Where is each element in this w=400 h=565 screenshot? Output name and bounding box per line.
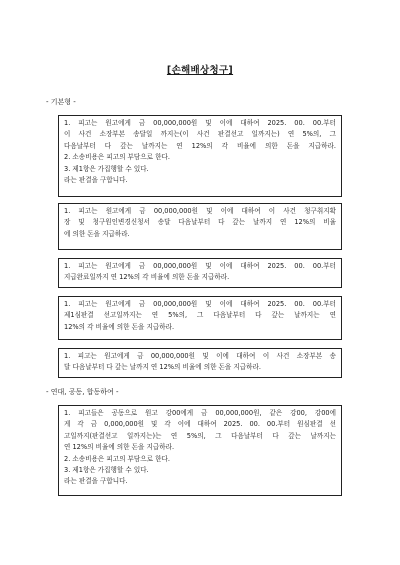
document-title-text: [손해배상청구] — [166, 65, 234, 76]
claim-line: 달 다음날부터 다 갚는 날까지 연 12%의 비율에 의한 돈을 지급하라. — [64, 363, 261, 372]
claim-line: 제1심판결 선고일까지는 연 5%의, 그 다음날부터 다 갚는 날까지는 연 — [64, 311, 336, 320]
claim-line: 1. 피고는 원고에게 금 00,000,000원 및 이에 대하여 2025. 00. 00.부터 — [64, 262, 336, 270]
claim-line: 라는 판결을 구합니다. — [64, 477, 128, 486]
document-title — [0, 62, 400, 76]
claim-box-4 — [58, 296, 342, 340]
claim-box-2 — [58, 203, 342, 250]
claim-line: 라는 판결을 구합니다. — [64, 176, 128, 185]
claim-line: 에 의한 돈을 지급하라. — [64, 229, 130, 238]
claim-line: 3. 제1항은 가집행할 수 있다. — [64, 164, 149, 173]
claim-line: 다음날부터 다 갚는 날까지는 연 12%의 각 비율에 의한 돈을 지급하라. — [64, 141, 336, 150]
claim-line: 2. 소송비용은 피고의 부담으로 한다. — [64, 153, 170, 162]
claim-line: 1. 피고는 원고에게 금 00,000,000원 및 이에 대하여 2025. 00. 00.부터 — [64, 300, 336, 308]
section-label-joint: - 연대, 공동, 합동하여 - — [46, 388, 119, 396]
claim-line: 2. 소송비용은 피고의 부담으로 한다. — [64, 454, 170, 463]
claim-line: 3. 제1항은 가집행할 수 있다. — [64, 466, 149, 475]
claim-line: 이 사건 소장부본 송달일 까지는(이 사건 판결선고 일까지는) 연 5%의, 그 — [64, 130, 336, 139]
claim-line: 고일까지(판결선고 일까지는)는 연 5%의, 그 다음날부터 다 갚는 날까지는 — [64, 431, 336, 440]
section-label-basic: - 기본형 - — [46, 98, 76, 106]
claim-line: 지급완료일까지 연 12%의 각 비율에 의한 돈을 지급하라. — [64, 273, 230, 282]
claim-box-5 — [58, 348, 342, 378]
claim-line: 12%의 각 비율에 의한 돈을 지급하라. — [64, 322, 175, 331]
claim-line: 1. 피고는 원고에게 금 00,000,000원 및 이에 대하여 이 사건 청구취지확 — [64, 207, 336, 215]
claim-line: 게 각 금 0,000,000원 및 각 이에 대하여 2025. 00. 00.부터 원심판결 선 — [64, 420, 336, 429]
claim-box-1 — [58, 115, 342, 197]
claim-line: 장 및 청구원인변경신청서 송달 다음날부터 다 갚는 날까지 연 12%의 비율 — [64, 218, 336, 227]
claim-line: 1. 피고들은 공동으로 원고 강00에게 금 00,000,000원, 같은 강00, 강00에 — [64, 409, 336, 417]
claim-line: 1. 피고는 원고에게 금 00,000,000원 및 이에 대하여 2025. 00. 00.부터 — [64, 119, 336, 127]
claim-box-joint — [58, 405, 342, 496]
claim-box-3 — [58, 258, 342, 288]
claim-line: 연 12%의 비율에 의한 돈을 지급하라. — [64, 443, 175, 452]
claim-line: 1. 피고는 원고에게 금 00,000,000원 및 이에 대하여 이 사건 소장부본 송 — [64, 352, 336, 360]
